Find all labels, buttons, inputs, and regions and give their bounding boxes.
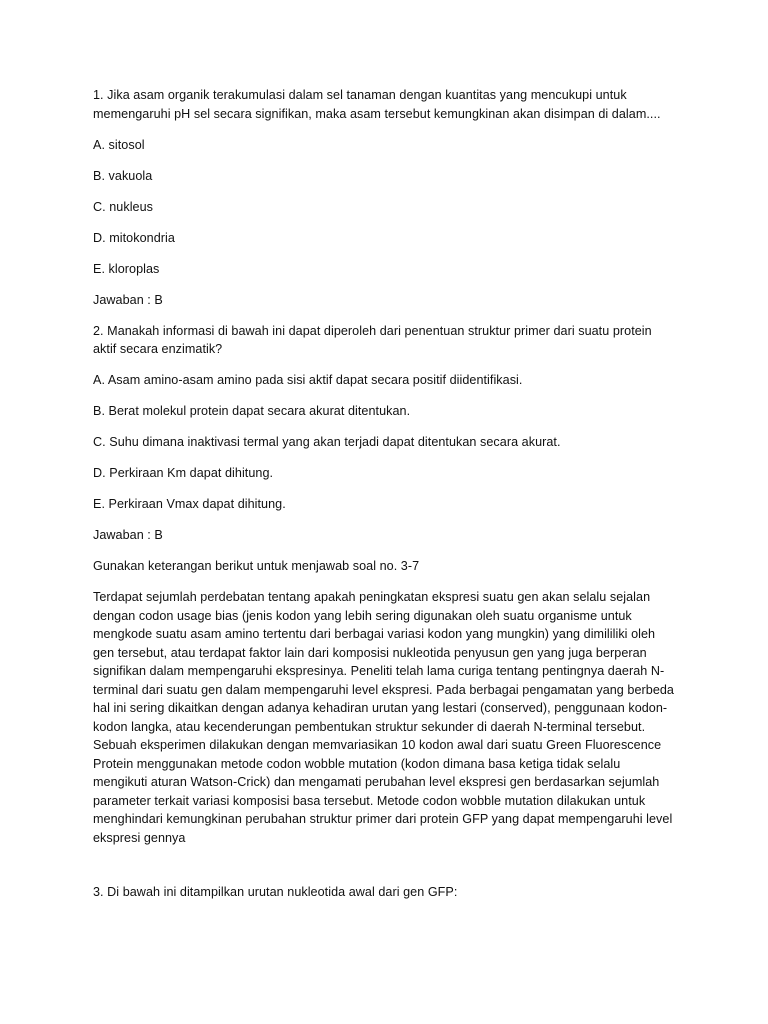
question-2-text: 2. Manakah informasi di bawah ini dapat diperoleh dari penentuan struktur primer dari suatu protein aktif secara enzimatik?: [93, 323, 652, 356]
question-2-option-d: D. Perkiraan Km dapat dihitung.: [93, 466, 274, 480]
question-1-option-b: B. vakuola: [93, 168, 153, 183]
question-2-option-c: C. Suhu dimana inaktivasi termal yang akan terjadi dapat ditentukan secara akurat.: [93, 435, 561, 449]
passage-text: Terdapat sejumlah perdebatan tentang apakah peningkatan ekspresi suatu gen akan selalu sejalan dengan codon usage bias (jenis kodon yang lebih sering digunakan oleh suatu organisme untuk mengkode suatu asam amino tertentu dari berbagai variasi kodon yang mungkin) yang dimililiki oleh gen tersebut, atau terdapat faktor lain dari komposisi nukleotida penyusun gen yang juga berperan signifikan dalam mempengaruhi ekspresinya. Peneliti telah lama curiga tentang pentingnya daerah N-terminal dari suatu gen dalam mempengaruhi level ekspresi. Pada berbagai pengamatan yang berbeda hal ini sering dikaitkan dengan adanya kehadiran urutan yang lestari (conserved), penggunaan kodon- kodon langka, atau kecenderungan pembentukan struktur sekunder di daerah N-terminal tersebut. Sebuah eksperimen dilakukan dengan memvariasikan 10 kodon awal dari suatu Green Fluorescence Protein menggunakan metode codon wobble mutation (kodon dimana basa ketiga tidak selalu mengikuti aturan Watson-Crick) dan mengamati perubahan level ekspresi gen berdasarkan sejumlah parameter terkait variasi komposisi basa tersebut. Metode codon wobble mutation dilakukan untuk menghindari kemungkinan perubahan struktur primer dari protein GFP yang dapat mempengaruhi level ekspresi gennya: [93, 590, 674, 845]
question-1-option-d: D. mitokondria: [93, 230, 175, 245]
question-2-option-e: E. Perkiraan Vmax dapat dihitung.: [93, 497, 286, 511]
question-1-option-c: C. nukleus: [93, 199, 154, 214]
question-1-option-a: A. sitosol: [93, 137, 145, 152]
question-1-option-e: E. kloroplas: [93, 261, 160, 276]
question-3-text: 3. Di bawah ini ditampilkan urutan nukleotida awal dari gen GFP:: [93, 885, 458, 899]
question-2-option-b: B. Berat molekul protein dapat secara akurat ditentukan.: [93, 404, 411, 418]
question-1-answer: Jawaban : B: [93, 292, 163, 307]
instruction-text: Gunakan keterangan berikut untuk menjawab soal no. 3-7: [93, 559, 420, 573]
question-2-option-a: A. Asam amino-asam amino pada sisi aktif dapat secara positif diidentifikasi.: [93, 373, 523, 387]
question-1-text: 1. Jika asam organik terakumulasi dalam sel tanaman dengan kuantitas yang mencukupi untuk memengaruhi pH sel secara signifikan, maka asam tersebut kemungkinan akan disimpan di dalam....: [93, 88, 661, 121]
question-2-answer: Jawaban : B: [93, 528, 163, 542]
